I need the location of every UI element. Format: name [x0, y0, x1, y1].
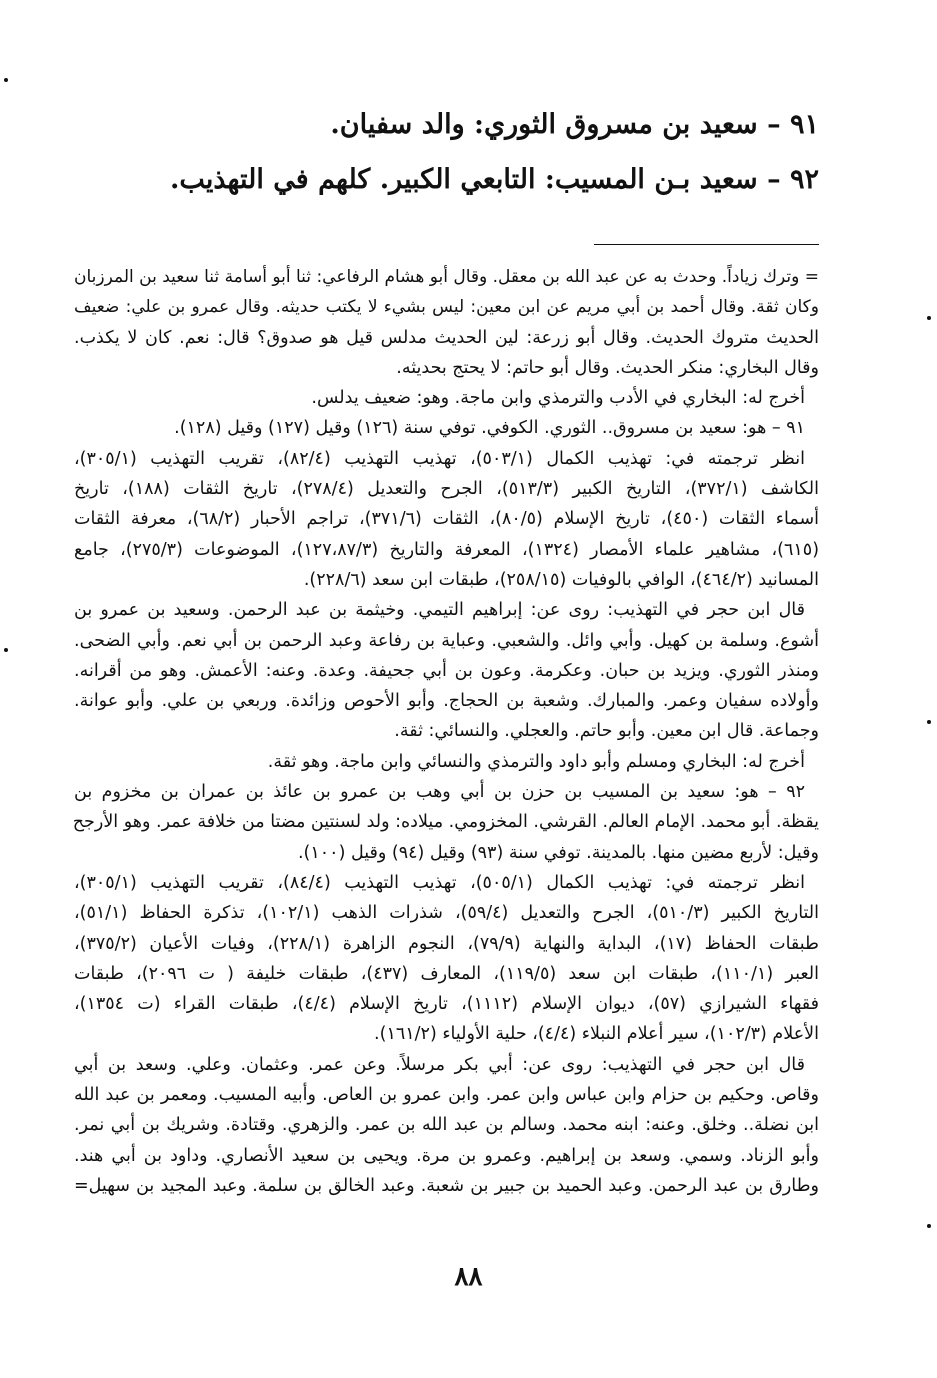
- footnote-line: ومنذر الثوري. ويزيد بن حبان. وعكرمة. وعون بن أبي جحيفة. وعدة. وعنه: الأعمش. وهو من أقرانه.: [74, 660, 819, 681]
- footnote-line: وقيل: لأربع مضين منها. بالمدينة. توفي سنة (٩٣) وقيل (٩٤) وقيل (١٠٠).: [297, 842, 819, 863]
- page-number: ٨٨: [454, 1262, 483, 1292]
- footnote-line: وقاص. وحكيم بن حزام وابن عباس وابن عمر. وابن عمرو بن العاص. وأبيه المسيب. ومعمر بن عبد الله: [74, 1085, 819, 1106]
- footnote-line: فقهاء الشيرازي (٥٧)، ديوان الإسلام (١١١٢)، تاريخ الإسلام (٤/٤)، طبقات القراء (ت ١٣٥٤)،: [74, 994, 819, 1015]
- footnote-line: الحديث متروك الحديث. وقال أبو زرعة: لين الحديث مدلس قيل هو صدوق؟ قال: نعم. كان لا يكذب.: [74, 327, 819, 348]
- footnote-line: انظر ترجمته في: تهذيب الكمال (٥٠٣/١)، تهذيب التهذيب (٨٢/٤)، تقريب التهذيب (٣٠٥/١)،: [74, 448, 806, 469]
- footnote-line: انظر ترجمته في: تهذيب الكمال (٥٠٥/١)، تهذيب التهذيب (٨٤/٤)، تقريب التهذيب (٣٠٥/١)،: [74, 872, 806, 893]
- footnote-line: أخرج له: البخاري ومسلم وأبو داود والترمذي والنسائي وابن ماجة. وهو ثقة.: [267, 751, 805, 772]
- margin-mark: [927, 1224, 931, 1228]
- footnote-line: الكاشف (٣٧٢/١)، التاريخ الكبير (٥١٣/٣)، الجرح والتعديل (٢٧٨/٤)، تاريخ الثقات (١٨٨)، تاريخ: [74, 479, 820, 500]
- margin-mark: [927, 720, 931, 724]
- footnote-line: وكان ثقة. وقال أحمد بن أبي مريم عن ابن معين: ليس بشيء لا يكتب حديثه. وقال عمرو بن علي: ضعيف: [74, 297, 819, 318]
- entry-heading-92: [119, 160, 819, 200]
- entry-title: سعيد بن مسروق الثوري: والد سفيان.: [330, 109, 758, 140]
- entry-number: ٩٢ –: [767, 164, 819, 195]
- footnote-line: وطارق بن عبد الرحمن. وعبد الحميد بن جبير بن شعبة. وعبد الخالق بن سلمة. وعبد المجيد بن سهيل=: [74, 1175, 819, 1196]
- margin-mark: [4, 648, 8, 652]
- margin-mark: [927, 316, 931, 320]
- margin-mark: [4, 78, 8, 82]
- footnote-line: وجماعة. قال ابن معين. وأبو حاتم. والعجلي. والنسائي: ثقة.: [394, 721, 819, 742]
- entry-number: ٩١ –: [767, 109, 819, 140]
- footnote-line: قال ابن حجر في التهذيب: روى عن: أبي بكر مرسلاً. وعن عمر. وعثمان. وعلي. وسعد بن أبي: [74, 1054, 805, 1075]
- footnote-line: المسانيد (٤٦٤/٢)، الوافي بالوفيات (٢٥٨/١٥)، طبقات ابن سعد (٢٢٨/٦).: [303, 569, 819, 590]
- footnote-line: أخرج له: البخاري في الأدب والترمذي وابن ماجة. وهو: ضعيف يدلس.: [311, 388, 805, 409]
- footnote-line: = وترك زياداً. وحدث به عن عبد الله بن معقل. وقال أبو هشام الرفاعي: ثنا أبو أسامة ثنا سعيد بن المرزبان: [74, 267, 819, 287]
- footnote-line: (٦١٥)، مشاهير علماء الأمصار (١٣٢٤)، المعرفة والتاريخ (١٢٧،٨٧/٣)، الموضوعات (٢٧٥/٣)، جامع: [74, 539, 820, 560]
- footnote-line: ابن نضلة.. وخلق. وعنه: ابنه محمد. وسالم بن عبد الله بن عمر. والزهري. وقتادة. وشريك بن أبي نمر.: [74, 1115, 819, 1136]
- footnote-line: يقظة. أبو محمد. الإمام العالم. القرشي. المخزومي. ميلاده: ولد لسنتين مضتا من خلافة عمر. وهو الأرجح: [72, 812, 819, 833]
- footnote-line: وأبو الزناد. وسمي. وسعد بن إبراهيم. وعمرو بن مرة. ويحيى بن سعيد الأنصاري. وداود بن أبي هند.: [74, 1145, 819, 1166]
- footnote-line: ٩١ – هو: سعيد بن مسروق.. الثوري. الكوفي. توفي سنة (١٢٦) وقيل (١٢٧) وقيل (١٢٨).: [174, 418, 805, 439]
- footnote-line: الأعلام (١٠٢/٣)، سير أعلام النبلاء (٤/٤)، حلية الأولياء (١٦١/٢).: [374, 1024, 819, 1045]
- footnote-line: طبقات الحفاظ (١٧)، البداية والنهاية (٧٩/٩)، النجوم الزاهرة (٢٢٨/١)، وفيات الأعيان (٣٧٥/٢)،: [74, 933, 819, 954]
- footnote-line: أسماء الثقات (٤٥٠)، تاريخ الإسلام (٨٠/٥)، الثقات (٣٧١/٦)، تراجم الأحبار (٦٨/٢)، معرفة الثقات: [74, 509, 819, 530]
- footnote-line: التاريخ الكبير (٥١٠/٣)، الجرح والتعديل (٥٩/٤)، شذرات الذهب (١٠٢/١)، تذكرة الحفاظ (٥١/١)،: [74, 903, 819, 924]
- footnote-line: وأولاده سفيان وعمر. والمبارك. وشعبة بن الحجاج. وأبو الأحوص وزائدة. وربعي بن علي. وأبو عوانة.: [74, 691, 819, 712]
- footnote-line: قال ابن حجر في التهذيب: روى عن: إبراهيم التيمي. وخيثمة بن عبد الرحمن. وسعيد بن عمرو بن: [74, 600, 805, 621]
- footnote-line: ٩٢ – هو: سعيد بن المسيب بن حزن بن أبي وهب بن عمرو بن عائذ بن عمران بن مخزوم بن: [74, 782, 805, 803]
- footnote-line: وقال البخاري: منكر الحديث. وقال أبو حاتم: لا يحتج بحديثه.: [396, 357, 819, 378]
- footnotes: [74, 262, 819, 1201]
- entry-heading-91: [119, 105, 819, 145]
- footnote-line: أشوع. وسلمة بن كهيل. وأبي وائل. والشعبي. وعباية بن رفاعة وعبد الرحمن بن أبي نعم. وأبي الضحى.: [74, 630, 819, 651]
- footnote-separator: [594, 244, 819, 245]
- entry-title: سعيد بـن المسيب: التابعي الكبير. كلهم في التهذيب.: [169, 164, 758, 195]
- footnote-line: العبر (١١٠/١)، طبقات ابن سعد (١١٩/٥)، المعارف (٤٣٧)، طبقات خليفة ( ت ٢٠٩٦)، طبقات: [74, 963, 819, 984]
